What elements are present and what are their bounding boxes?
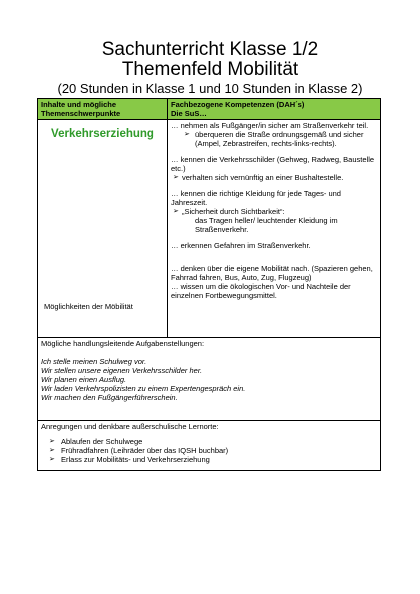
competency-3-sub-detail: das Tragen heller/ leuchtender Kleidung im Straßenverkehr. [195, 216, 338, 234]
competency-6: … wissen um die ökologischen Vor- und Nachteile der einzelnen Fortbewegungsmittel. [171, 282, 351, 300]
header-left-line-2: Themenschwerpunkte [41, 109, 121, 118]
header-left [38, 99, 168, 120]
arrow-bullet-icon: ➢ [49, 447, 55, 454]
competency-1-sub: ➢ überqueren die Straße ordnungsgemäß und sicher (Ampel, Zebrastreifen, rechts-links-rechts). [184, 130, 364, 148]
table-header-row [38, 99, 381, 120]
competency-5: … denken über die eigene Mobilität nach. (Spazieren gehen, Fahrrad fahren, Bus, Auto, Zug, Flugzeug) [171, 264, 373, 282]
topic-mobility: Möglichkeiten der Möbilität [44, 302, 133, 311]
competency-3: … kennen die richtige Kleidung für jede Tages- und Jahreszeit. [171, 189, 341, 207]
arrow-bullet-icon: ➢ [184, 131, 190, 138]
header-left-line-1: Inhalte und mögliche [41, 100, 117, 109]
place-item: ➢ Erlass zur Mobilitäts- und Verkehrserziehung [49, 455, 210, 464]
arrow-bullet-icon: ➢ [49, 456, 55, 463]
places-cell [38, 421, 381, 471]
title-line-2: Themenfeld Mobilität [121, 59, 299, 80]
task-item: Wir laden Verkehrspolizisten zu einem Expertengespräch ein. [41, 384, 246, 393]
place-item: ➢ Frühradfahren (Leihräder über das IQSH buchbar) [49, 446, 229, 455]
competency-3-sub: ➢ „Sicherheit durch Sichtbarkeit“: [173, 207, 285, 216]
task-item: Wir planen einen Ausflug. [41, 375, 127, 384]
competency-2: … kennen die Verkehrsschilder (Gehweg, Radweg, Baustelle etc.) [171, 155, 375, 173]
competency-2-sub: ➢ verhalten sich vernünftig an einer Bushaltestelle. [173, 173, 344, 182]
places-row [38, 421, 381, 471]
place-item: ➢ Ablaufen der Schulwege [49, 437, 143, 446]
topics-cell [38, 120, 168, 338]
tasks-heading: Mögliche handlungsleitende Aufgabenstellungen: [41, 339, 205, 348]
topic-heading: Verkehrserziehung [51, 128, 154, 140]
header-right-line-1: Fachbezogene Kompetenzen (DAH´s) [171, 100, 305, 109]
competency-1: … nehmen als Fußgänger/in sicher am Straßenverkehr teil. [171, 121, 369, 130]
tasks-cell [38, 338, 381, 421]
competency-4: … erkennen Gefahren im Straßenverkehr. [171, 241, 311, 250]
task-item: Wir stellen unsere eigenen Verkehrsschilder her. [41, 366, 203, 375]
content-row [38, 120, 381, 338]
title-block [0, 40, 420, 97]
task-item: Ich stelle meinen Schulweg vor. [41, 357, 147, 366]
arrow-bullet-icon: ➢ [49, 438, 55, 445]
arrow-bullet-icon: ➢ [173, 208, 179, 215]
curriculum-table [37, 98, 381, 471]
arrow-bullet-icon: ➢ [173, 174, 179, 181]
tasks-row [38, 338, 381, 421]
title-line-3: (20 Stunden in Klasse 1 und 10 Stunden in Klasse 2) [57, 81, 363, 96]
competencies-cell [168, 120, 381, 338]
task-item: Wir machen den Fußgängerführerschein. [41, 393, 178, 402]
header-right-line-2: Die SuS… [171, 109, 207, 118]
header-right [168, 99, 381, 120]
title-line-1: Sachunterricht Klasse 1/2 [101, 39, 319, 60]
places-heading: Anregungen und denkbare außerschulische Lernorte: [41, 422, 219, 431]
